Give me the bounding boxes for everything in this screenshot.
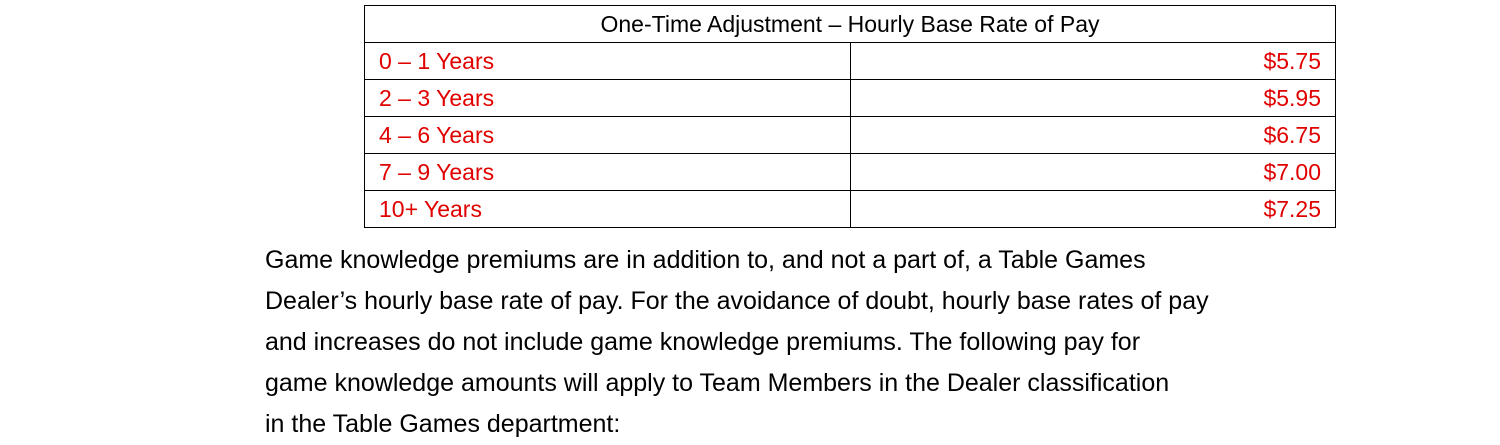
paragraph-line: and increases do not include game knowledge premiums. The following pay for: [265, 328, 1141, 356]
table-row: [365, 117, 1336, 154]
amount-cell: $7.00: [850, 154, 1336, 191]
table-row: [365, 43, 1336, 80]
paragraph-line: Dealer’s hourly base rate of pay. For the avoidance of doubt, hourly base rates of pay: [265, 287, 1209, 315]
table-row: [365, 154, 1336, 191]
table-row: [365, 191, 1336, 228]
years-cell: 4 – 6 Years: [365, 117, 851, 154]
years-cell: 2 – 3 Years: [365, 80, 851, 117]
paragraph-line: Game knowledge premiums are in addition to, and not a part of, a Table Games: [265, 246, 1146, 274]
hourly-rate-adjustment-table: [364, 5, 1336, 228]
paragraph-line: game knowledge amounts will apply to Team Members in the Dealer classification: [265, 369, 1170, 397]
amount-cell: $7.25: [850, 191, 1336, 228]
years-cell: 0 – 1 Years: [365, 43, 851, 80]
table-header-row: [365, 6, 1336, 43]
years-cell: 7 – 9 Years: [365, 154, 851, 191]
paragraph-line: in the Table Games department:: [265, 410, 621, 438]
years-cell: 10+ Years: [365, 191, 851, 228]
table-title: One-Time Adjustment – Hourly Base Rate of Pay: [365, 6, 1336, 43]
amount-cell: $5.95: [850, 80, 1336, 117]
game-knowledge-paragraph: [265, 240, 1345, 445]
amount-cell: $5.75: [850, 43, 1336, 80]
amount-cell: $6.75: [850, 117, 1336, 154]
table-row: [365, 80, 1336, 117]
